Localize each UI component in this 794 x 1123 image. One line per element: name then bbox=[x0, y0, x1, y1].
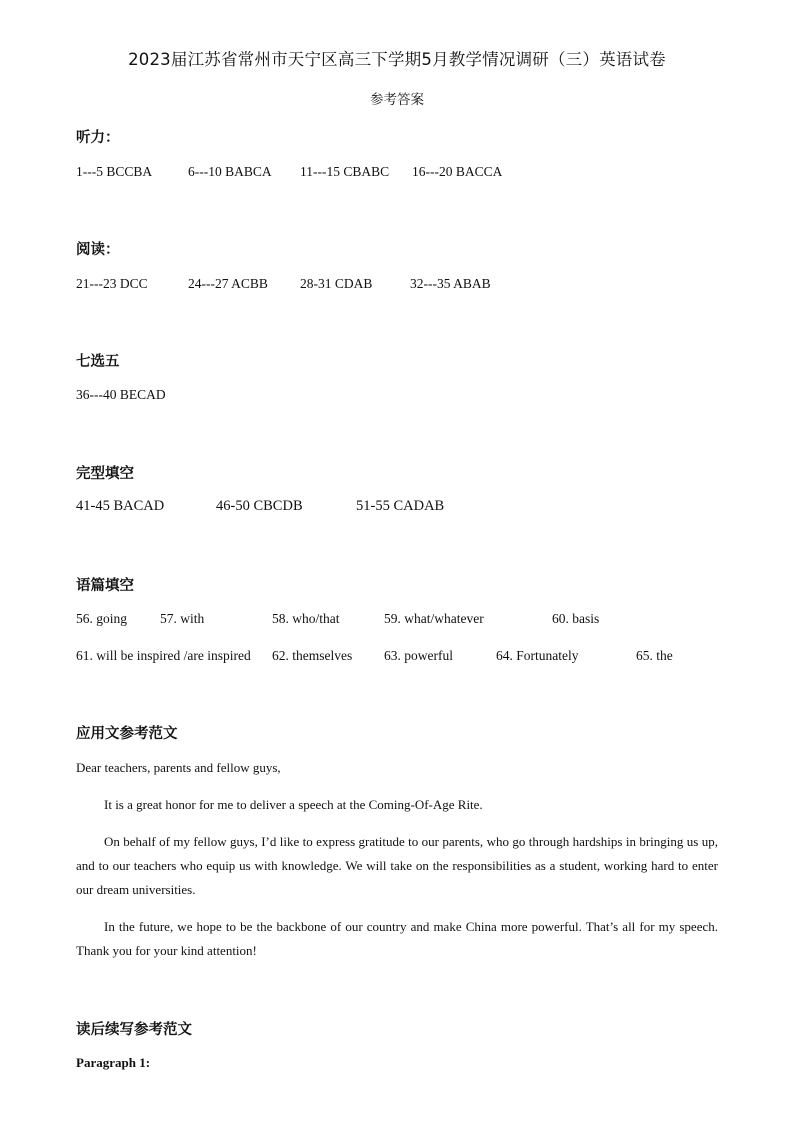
answer-group: 24---27 ACBB bbox=[188, 276, 268, 291]
answer-group: 46-50 CBCDB bbox=[216, 498, 303, 514]
answer-item: 62. themselves bbox=[272, 648, 353, 663]
answer-group: 28-31 CDAB bbox=[300, 276, 373, 291]
document-subtitle: 参考答案 bbox=[370, 92, 424, 108]
reading-heading: 阅读： bbox=[76, 242, 120, 258]
answer-group: 41-45 BACAD bbox=[76, 498, 165, 514]
listening-heading: 听力： bbox=[76, 130, 120, 146]
answer-item: 64. Fortunately bbox=[496, 648, 579, 663]
answer-item: 57. with bbox=[160, 611, 205, 626]
letter-greeting: Dear teachers, parents and fellow guys, bbox=[76, 760, 281, 775]
document-title: 2023届江苏省常州市天宁区高三下学期5月教学情况调研（三）英语试卷 bbox=[128, 50, 666, 69]
answer-group: 6---10 BABCA bbox=[188, 164, 272, 179]
answer-group: 11---15 CBABC bbox=[300, 164, 390, 179]
paragraph-1-label: Paragraph 1: bbox=[76, 1055, 151, 1070]
answer-item: 65. the bbox=[636, 648, 673, 663]
letter-paragraph-1: It is a great honor for me to deliver a speech at the Coming-Of-Age Rite. bbox=[104, 797, 483, 812]
answer-group: 32---35 ABAB bbox=[410, 276, 491, 291]
cloze-heading: 完型填空 bbox=[76, 466, 134, 482]
answer-group: 36---40 BECAD bbox=[76, 387, 166, 402]
letter-paragraph-3: In the future, we hope to be the backbone of our country and make China more powerful. That’s all for my speech. Thank you for your kind attention! bbox=[76, 919, 718, 958]
seven-five-heading: 七选五 bbox=[76, 354, 120, 370]
answer-item: 63. powerful bbox=[384, 648, 453, 663]
answer-item: 60. basis bbox=[552, 611, 600, 626]
answer-item: 58. who/that bbox=[272, 611, 340, 626]
continuation-writing-heading: 读后续写参考范文 bbox=[76, 1022, 192, 1038]
answer-group: 16---20 BACCA bbox=[412, 164, 503, 179]
answer-item: 61. will be inspired /are inspired bbox=[76, 648, 251, 663]
answer-group: 1---5 BCCBA bbox=[76, 164, 153, 179]
answer-item: 59. what/whatever bbox=[384, 611, 484, 626]
answer-group: 51-55 CADAB bbox=[356, 498, 445, 514]
letter-paragraph-2: On behalf of my fellow guys, I’d like to express gratitude to our parents, who go through hardships in bringing us up, and to our teachers who equip us with knowledge. We will take on the responsibilities as a student, working hard to enter our dream universities. bbox=[76, 834, 718, 897]
grammar-fill-heading: 语篇填空 bbox=[76, 578, 134, 594]
answer-group: 21---23 DCC bbox=[76, 276, 148, 291]
applied-writing-heading: 应用文参考范文 bbox=[76, 726, 178, 742]
answer-item: 56. going bbox=[76, 611, 128, 626]
